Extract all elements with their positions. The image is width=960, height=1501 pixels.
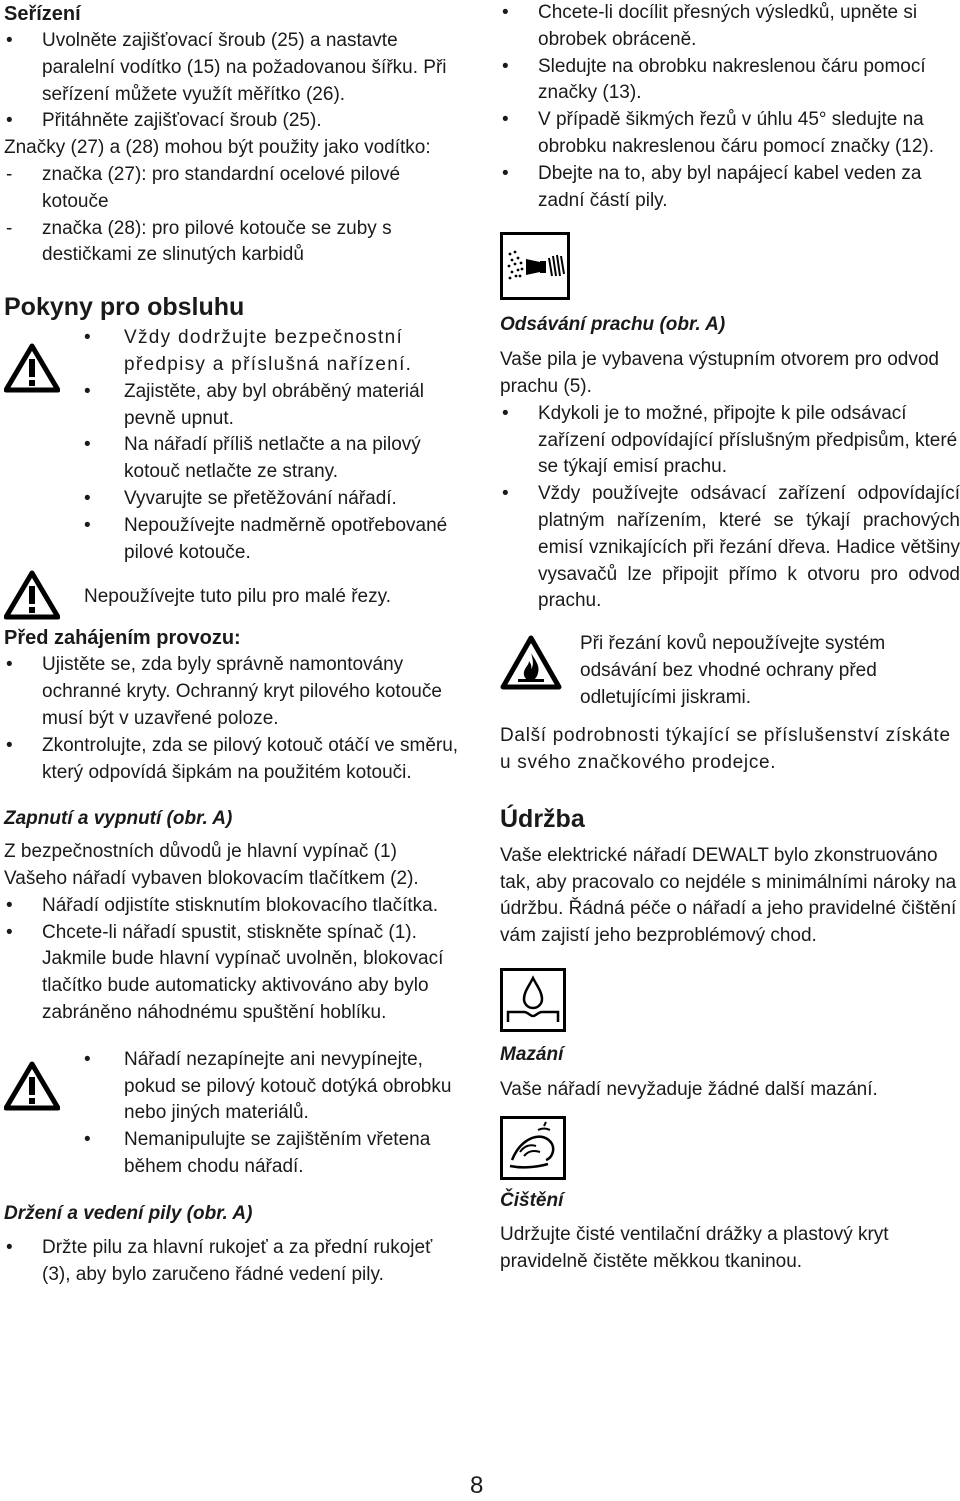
section-title-udrzba: Údržba <box>500 804 585 833</box>
mazani-text: Vaše nářadí nevyžaduje žádné další mazání. <box>500 1078 878 1100</box>
list-item: • Zkontrolujte, zda se pilový kotouč otáčí ve směru, který odpovídá šipkám na použitém kotouči. <box>4 733 464 787</box>
udrzba-text: Vaše elektrické nářadí DEWALT bylo zkonstruováno tak, aby pracovalo co nejdéle s minimálními nároky na údržbu. Řádná péče o nářadí a jeho pravidelné čištění vám zajistí jeho bezproblémový chod. <box>500 844 957 947</box>
drzeni-list <box>4 1235 464 1289</box>
dust-extraction-icon <box>500 232 960 300</box>
list-item: • Nemanipulujte se zajištěním vřetena během chodu nářadí. <box>84 1127 464 1181</box>
fire-warning-block <box>500 631 960 715</box>
section-title-obsluha: Pokyny pro obsluhu <box>4 293 245 322</box>
section-title-zapnuti: Zapnutí a vypnutí (obr. A) <box>4 808 233 830</box>
section-title-odsavani: Odsávání prachu (obr. A) <box>500 314 726 336</box>
section-title-serizeni: Seřízení <box>4 3 81 25</box>
list-item: • Chcete-li nářadí spustit, stiskněte spínač (1). Jakmile bude hlavní vypínač uvolněn, blokovací tlačítko bude automaticky aktivováno aby bylo zabráněno náhodnému spuštění hoblíku. <box>4 920 464 1027</box>
znacky-intro: Značky (27) a (28) mohou být použity jako vodítko: <box>4 137 431 159</box>
warning-triangle-icon <box>4 1061 60 1111</box>
list-item: • Vždy dodržujte bezpečnostní předpisy a příslušná nařízení. <box>84 325 464 379</box>
cleaning-hand-icon <box>500 1116 960 1180</box>
list-item: • V případě šikmých řezů v úhlu 45° sledujte na obrobku nakreslenou čáru pomocí značky (12). <box>500 107 960 161</box>
list-item: • Přitáhněte zajišťovací šroub (25). <box>4 108 464 135</box>
serizeni-list <box>4 28 464 135</box>
right-column <box>500 0 960 1276</box>
top-list <box>500 0 960 214</box>
left-column <box>4 0 464 1289</box>
list-item: • Uvolněte zajišťovací šroub (25) a nastavte paralelní vodítko (15) na požadovanou šířku. Při seřízení můžete využít měřítko (26). <box>4 28 464 108</box>
zapnuti-list <box>4 893 464 1027</box>
znacky-list <box>4 162 464 269</box>
list-item: - značka (28): pro pilové kotouče se zuby s destičkami ze slinutých karbidů <box>4 216 464 270</box>
section-title-cisteni: Čištění <box>500 1189 564 1211</box>
section-title-mazani: Mazání <box>500 1043 564 1065</box>
zapnuti-text: Z bezpečnostních důvodů je hlavní vypínač (1) Vašeho nářadí vybaven blokovacím tlačítkem (2). <box>4 841 419 889</box>
list-item: • Vždy používejte odsávací zařízení odpovídající platným nařízením, které se týkají prachových emisí vznikajících při řezání dřeva. Hadice většiny vysavačů lze připojit přímo k otvoru pro odvod prachu. <box>500 481 960 615</box>
list-item: • Držte pilu za hlavní rukojeť a za přední rukojeť (3), aby bylo zaručeno řádné vedení pily. <box>4 1235 464 1289</box>
fire-hazard-icon <box>500 635 562 691</box>
fire-warning-text: Při řezání kovů nepoužívejte systém odsávání bez vhodné ochrany před odletujícími jiskrami. <box>580 633 886 708</box>
list-item: • Kdykoli je to možné, připojte k pile odsávací zařízení odpovídající příslušným předpisům, které se týkají emisí prachu. <box>500 401 960 481</box>
safety-warning-block <box>4 325 464 566</box>
page-number: 8 <box>470 1472 484 1499</box>
switch-warning-block <box>4 1047 464 1181</box>
small-cuts-warning <box>4 570 464 622</box>
list-item: • Sledujte na obrobku nakreslenou čáru pomocí značky (13). <box>500 54 960 108</box>
list-item: • Nářadí odjistíte stisknutím blokovacího tlačítka. <box>4 893 464 920</box>
list-item: • Dbejte na to, aby byl napájecí kabel veden za zadní částí pily. <box>500 161 960 215</box>
oil-drop-icon <box>500 968 960 1032</box>
list-item: - značka (27): pro standardní ocelové pilové kotouče <box>4 162 464 216</box>
list-item: • Vyvarujte se přetěžování nářadí. <box>84 486 464 513</box>
odsavani-text: Vaše pila je vybavena výstupním otvorem pro odvod prachu (5). <box>500 349 939 397</box>
list-item: • Na nářadí příliš netlačte a na pilový kotouč netlačte ze strany. <box>84 432 464 486</box>
warning2-list <box>84 1047 464 1181</box>
cisteni-text: Udržujte čisté ventilační drážky a plastový kryt pravidelně čistěte měkkou tkaninou. <box>500 1224 889 1273</box>
pred-list <box>4 652 464 786</box>
list-item: • Zajistěte, aby byl obráběný materiál pevně upnut. <box>84 379 464 433</box>
obsluha-list <box>84 325 464 566</box>
odsavani-list <box>500 401 960 615</box>
section-title-pred: Před zahájením provozu: <box>4 627 241 650</box>
section-title-drzeni: Držení a vedení pily (obr. A) <box>4 1202 253 1224</box>
list-item: • Nepoužívejte nadměrně opotřebované pilové kotouče. <box>84 513 464 567</box>
list-item: • Chcete-li docílit přesných výsledků, upněte si obrobek obráceně. <box>500 0 960 54</box>
warning-triangle-icon <box>4 570 60 620</box>
warning-triangle-icon <box>4 343 60 393</box>
list-item: • Ujistěte se, zda byly správně namontovány ochranné kryty. Ochranný kryt pilového kotouče musí být v uzavřené poloze. <box>4 652 464 732</box>
accessories-text: Další podrobnosti týkající se příslušenství získáte u svého značkového prodejce. <box>500 725 951 773</box>
small-cuts-text: Nepoužívejte tuto pilu pro malé řezy. <box>84 586 391 608</box>
list-item: • Nářadí nezapínejte ani nevypínejte, pokud se pilový kotouč dotýká obrobku nebo jiných materiálů. <box>84 1047 464 1127</box>
